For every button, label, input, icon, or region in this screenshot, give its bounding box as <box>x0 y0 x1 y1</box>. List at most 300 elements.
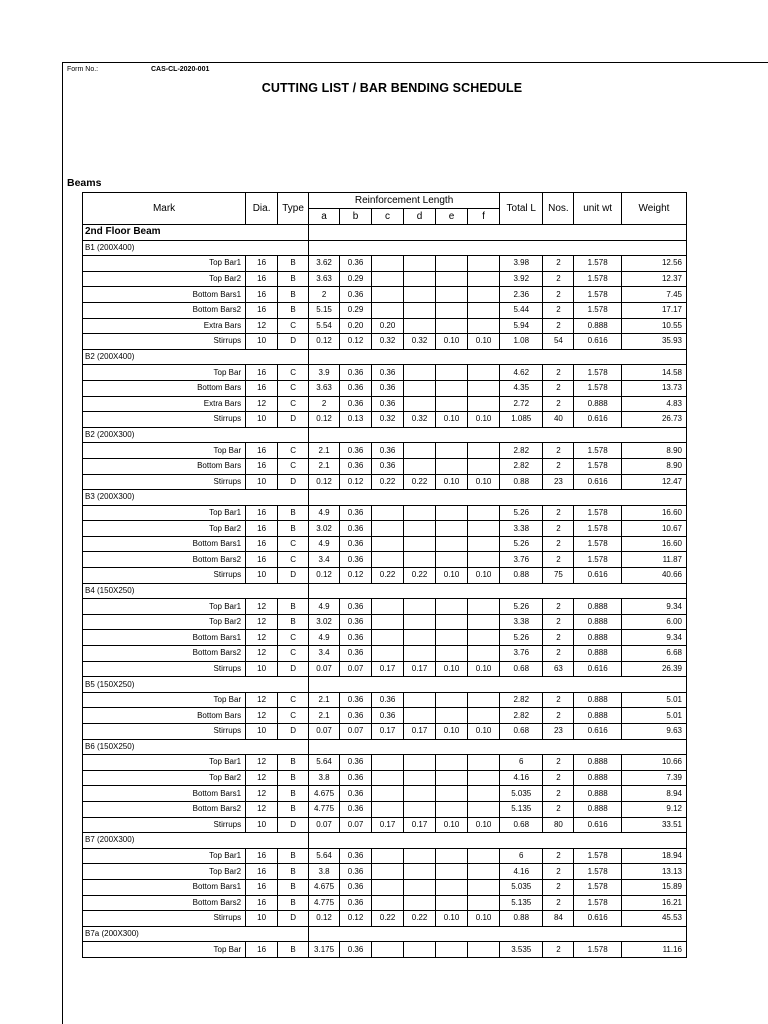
len-b: 0.36 <box>340 630 372 646</box>
floor-heading: 2nd Floor Beam <box>83 225 309 241</box>
table-row <box>83 817 687 833</box>
bar-count: 2 <box>543 630 574 646</box>
table-row <box>83 552 687 568</box>
unit-weight: 0.616 <box>574 724 621 740</box>
len-a: 3.63 <box>309 380 340 396</box>
bar-bending-table <box>82 192 687 958</box>
bar-weight: 12.56 <box>621 256 686 272</box>
table-row <box>83 614 687 630</box>
len-b: 0.36 <box>340 770 372 786</box>
table-row <box>83 942 687 958</box>
table-row <box>83 848 687 864</box>
bar-mark: Stirrups <box>83 412 246 428</box>
unit-weight: 0.616 <box>574 412 621 428</box>
bar-type: B <box>278 614 309 630</box>
bar-type: B <box>278 256 309 272</box>
len-f <box>468 630 500 646</box>
len-b: 0.36 <box>340 848 372 864</box>
len-e: 0.10 <box>436 817 468 833</box>
bar-mark: Stirrups <box>83 724 246 740</box>
len-b: 0.36 <box>340 552 372 568</box>
bar-dia: 12 <box>246 646 278 662</box>
unit-weight: 1.578 <box>574 287 621 303</box>
header-dia: Dia. <box>246 193 278 225</box>
len-b: 0.36 <box>340 287 372 303</box>
len-f: 0.10 <box>468 568 500 584</box>
unit-weight: 0.888 <box>574 708 621 724</box>
len-f <box>468 864 500 880</box>
len-c <box>372 895 404 911</box>
bar-mark: Top Bar <box>83 443 246 459</box>
len-b: 0.12 <box>340 911 372 927</box>
bar-mark: Top Bar2 <box>83 521 246 537</box>
group-header-row <box>83 427 687 443</box>
table-row <box>83 318 687 334</box>
len-a: 4.9 <box>309 599 340 615</box>
header-c: c <box>372 209 404 225</box>
bar-mark: Top Bar1 <box>83 848 246 864</box>
unit-weight: 1.578 <box>574 505 621 521</box>
len-a: 4.675 <box>309 786 340 802</box>
len-b: 0.36 <box>340 599 372 615</box>
bar-weight: 10.67 <box>621 521 686 537</box>
bar-weight: 5.01 <box>621 708 686 724</box>
table-row <box>83 708 687 724</box>
total-length: 5.26 <box>500 505 543 521</box>
len-f <box>468 801 500 817</box>
len-c: 0.20 <box>372 318 404 334</box>
len-a: 0.07 <box>309 724 340 740</box>
len-a: 4.9 <box>309 505 340 521</box>
bar-count: 2 <box>543 536 574 552</box>
bar-weight: 15.89 <box>621 879 686 895</box>
unit-weight: 0.888 <box>574 599 621 615</box>
group-header-row <box>83 739 687 755</box>
len-b: 0.36 <box>340 396 372 412</box>
len-b: 0.36 <box>340 879 372 895</box>
unit-weight: 0.616 <box>574 334 621 350</box>
len-a: 2 <box>309 396 340 412</box>
len-e <box>436 630 468 646</box>
bar-mark: Top Bar2 <box>83 271 246 287</box>
bar-dia: 10 <box>246 724 278 740</box>
len-a: 3.8 <box>309 770 340 786</box>
bar-dia: 16 <box>246 552 278 568</box>
total-length: 3.76 <box>500 552 543 568</box>
table-row <box>83 443 687 459</box>
bar-weight: 11.16 <box>621 942 686 958</box>
len-a: 3.4 <box>309 646 340 662</box>
total-length: 0.68 <box>500 661 543 677</box>
bar-dia: 16 <box>246 458 278 474</box>
bar-dia: 12 <box>246 396 278 412</box>
len-e <box>436 271 468 287</box>
len-e <box>436 505 468 521</box>
len-c <box>372 755 404 771</box>
bar-weight: 8.90 <box>621 443 686 459</box>
len-a: 3.4 <box>309 552 340 568</box>
len-f <box>468 614 500 630</box>
unit-weight: 0.888 <box>574 801 621 817</box>
len-b: 0.36 <box>340 801 372 817</box>
unit-weight: 0.888 <box>574 318 621 334</box>
len-f <box>468 458 500 474</box>
bar-mark: Bottom Bars1 <box>83 786 246 802</box>
bar-type: C <box>278 630 309 646</box>
len-b: 0.13 <box>340 412 372 428</box>
unit-weight: 1.578 <box>574 271 621 287</box>
len-e <box>436 380 468 396</box>
len-f <box>468 646 500 662</box>
len-f <box>468 380 500 396</box>
bar-dia: 16 <box>246 848 278 864</box>
len-e <box>436 646 468 662</box>
len-a: 2.1 <box>309 458 340 474</box>
table-row <box>83 692 687 708</box>
len-a: 0.12 <box>309 568 340 584</box>
len-e: 0.10 <box>436 724 468 740</box>
section-heading: Beams <box>67 177 102 189</box>
table-row <box>83 661 687 677</box>
header-unit-weight: unit wt <box>574 193 621 225</box>
len-d <box>404 895 436 911</box>
bar-mark: Top Bar1 <box>83 505 246 521</box>
header-d: d <box>404 209 436 225</box>
bar-type: D <box>278 817 309 833</box>
group-name: B3 (200X300) <box>83 490 309 506</box>
bar-dia: 12 <box>246 599 278 615</box>
bar-weight: 8.94 <box>621 786 686 802</box>
bar-mark: Bottom Bars1 <box>83 536 246 552</box>
len-d <box>404 318 436 334</box>
len-e <box>436 942 468 958</box>
bar-dia: 10 <box>246 568 278 584</box>
group-name: B1 (200X400) <box>83 240 309 256</box>
unit-weight: 0.888 <box>574 614 621 630</box>
bar-type: C <box>278 708 309 724</box>
bar-type: B <box>278 271 309 287</box>
table-row <box>83 505 687 521</box>
bar-mark: Top Bar <box>83 942 246 958</box>
bar-type: C <box>278 692 309 708</box>
len-b: 0.12 <box>340 334 372 350</box>
len-c: 0.32 <box>372 412 404 428</box>
len-d <box>404 770 436 786</box>
len-e <box>436 365 468 381</box>
bar-dia: 12 <box>246 630 278 646</box>
bar-dia: 16 <box>246 895 278 911</box>
group-header-row <box>83 490 687 506</box>
bar-mark: Stirrups <box>83 474 246 490</box>
len-e <box>436 864 468 880</box>
len-c <box>372 287 404 303</box>
bar-dia: 10 <box>246 474 278 490</box>
bar-weight: 35.93 <box>621 334 686 350</box>
unit-weight: 0.888 <box>574 630 621 646</box>
len-b: 0.20 <box>340 318 372 334</box>
bar-count: 80 <box>543 817 574 833</box>
bar-count: 2 <box>543 521 574 537</box>
bar-type: C <box>278 646 309 662</box>
bar-mark: Top Bar2 <box>83 770 246 786</box>
len-c: 0.22 <box>372 911 404 927</box>
len-c: 0.36 <box>372 365 404 381</box>
total-length: 5.26 <box>500 599 543 615</box>
bar-weight: 12.47 <box>621 474 686 490</box>
len-b: 0.07 <box>340 724 372 740</box>
len-c <box>372 536 404 552</box>
len-e: 0.10 <box>436 661 468 677</box>
bar-count: 54 <box>543 334 574 350</box>
bar-weight: 7.39 <box>621 770 686 786</box>
schedule-body <box>83 225 687 958</box>
len-f <box>468 770 500 786</box>
len-a: 5.54 <box>309 318 340 334</box>
len-d <box>404 365 436 381</box>
unit-weight: 1.578 <box>574 879 621 895</box>
bar-type: B <box>278 786 309 802</box>
bar-mark: Top Bar1 <box>83 256 246 272</box>
group-header-row <box>83 240 687 256</box>
bar-type: B <box>278 521 309 537</box>
bar-count: 2 <box>543 271 574 287</box>
bar-count: 2 <box>543 552 574 568</box>
len-f <box>468 786 500 802</box>
len-f <box>468 256 500 272</box>
len-b: 0.12 <box>340 568 372 584</box>
len-c: 0.36 <box>372 380 404 396</box>
bar-mark: Stirrups <box>83 661 246 677</box>
bar-mark: Bottom Bars2 <box>83 646 246 662</box>
len-d <box>404 552 436 568</box>
len-b: 0.36 <box>340 786 372 802</box>
len-b: 0.36 <box>340 256 372 272</box>
len-f: 0.10 <box>468 661 500 677</box>
len-e: 0.10 <box>436 474 468 490</box>
bar-weight: 45.53 <box>621 911 686 927</box>
bar-type: B <box>278 879 309 895</box>
bar-count: 2 <box>543 646 574 662</box>
len-d <box>404 380 436 396</box>
bar-type: D <box>278 474 309 490</box>
bar-count: 2 <box>543 443 574 459</box>
header-f: f <box>468 209 500 225</box>
table-row <box>83 536 687 552</box>
len-f: 0.10 <box>468 911 500 927</box>
bar-dia: 16 <box>246 864 278 880</box>
bar-dia: 16 <box>246 256 278 272</box>
len-d <box>404 801 436 817</box>
bar-type: B <box>278 755 309 771</box>
bar-mark: Top Bar1 <box>83 755 246 771</box>
bar-type: C <box>278 380 309 396</box>
len-d <box>404 271 436 287</box>
total-length: 2.72 <box>500 396 543 412</box>
bar-dia: 12 <box>246 692 278 708</box>
bar-type: C <box>278 552 309 568</box>
len-f <box>468 365 500 381</box>
header-nos: Nos. <box>543 193 574 225</box>
total-length: 3.98 <box>500 256 543 272</box>
bar-mark: Stirrups <box>83 911 246 927</box>
len-b: 0.36 <box>340 755 372 771</box>
bar-dia: 12 <box>246 318 278 334</box>
len-c <box>372 848 404 864</box>
bar-dia: 10 <box>246 412 278 428</box>
len-e <box>436 614 468 630</box>
total-length: 0.88 <box>500 911 543 927</box>
len-e <box>436 521 468 537</box>
len-a: 4.775 <box>309 801 340 817</box>
total-length: 6 <box>500 848 543 864</box>
len-f <box>468 552 500 568</box>
bar-weight: 26.73 <box>621 412 686 428</box>
len-d <box>404 256 436 272</box>
len-c <box>372 801 404 817</box>
len-e <box>436 536 468 552</box>
len-b: 0.29 <box>340 302 372 318</box>
len-f <box>468 505 500 521</box>
bar-count: 84 <box>543 911 574 927</box>
header-a: a <box>309 209 340 225</box>
table-row <box>83 271 687 287</box>
group-name: B7 (200X300) <box>83 833 309 849</box>
bar-dia: 16 <box>246 536 278 552</box>
unit-weight: 0.888 <box>574 786 621 802</box>
bar-mark: Top Bar2 <box>83 614 246 630</box>
header-b: b <box>340 209 372 225</box>
bar-weight: 9.34 <box>621 599 686 615</box>
total-length: 5.94 <box>500 318 543 334</box>
len-e <box>436 692 468 708</box>
len-a: 3.175 <box>309 942 340 958</box>
bar-type: B <box>278 302 309 318</box>
bar-weight: 10.55 <box>621 318 686 334</box>
len-e <box>436 895 468 911</box>
len-b: 0.07 <box>340 817 372 833</box>
table-row <box>83 256 687 272</box>
total-length: 4.16 <box>500 864 543 880</box>
len-d <box>404 287 436 303</box>
bar-count: 2 <box>543 770 574 786</box>
total-length: 4.35 <box>500 380 543 396</box>
unit-weight: 0.616 <box>574 568 621 584</box>
len-c <box>372 879 404 895</box>
bar-count: 2 <box>543 708 574 724</box>
header-total-length: Total L <box>500 193 543 225</box>
len-f <box>468 942 500 958</box>
len-a: 2 <box>309 287 340 303</box>
len-d <box>404 786 436 802</box>
len-d: 0.32 <box>404 334 436 350</box>
bar-dia: 16 <box>246 287 278 303</box>
group-header-row <box>83 833 687 849</box>
bar-weight: 16.21 <box>621 895 686 911</box>
bar-weight: 4.83 <box>621 396 686 412</box>
total-length: 4.62 <box>500 365 543 381</box>
unit-weight: 0.888 <box>574 646 621 662</box>
group-name: B4 (150X250) <box>83 583 309 599</box>
bar-type: D <box>278 412 309 428</box>
len-f <box>468 271 500 287</box>
bar-dia: 12 <box>246 755 278 771</box>
header-e: e <box>436 209 468 225</box>
len-c <box>372 505 404 521</box>
len-f <box>468 536 500 552</box>
len-d <box>404 458 436 474</box>
table-row <box>83 365 687 381</box>
bar-count: 2 <box>543 786 574 802</box>
len-d: 0.22 <box>404 474 436 490</box>
bar-count: 2 <box>543 755 574 771</box>
len-d <box>404 443 436 459</box>
len-d <box>404 521 436 537</box>
unit-weight: 1.578 <box>574 380 621 396</box>
len-a: 4.9 <box>309 536 340 552</box>
len-e <box>436 755 468 771</box>
len-a: 4.9 <box>309 630 340 646</box>
table-row <box>83 724 687 740</box>
bar-count: 23 <box>543 474 574 490</box>
len-b: 0.29 <box>340 271 372 287</box>
bar-dia: 16 <box>246 505 278 521</box>
len-c <box>372 552 404 568</box>
len-c: 0.17 <box>372 724 404 740</box>
len-e <box>436 848 468 864</box>
len-e <box>436 879 468 895</box>
len-c: 0.22 <box>372 568 404 584</box>
bar-mark: Stirrups <box>83 334 246 350</box>
len-e: 0.10 <box>436 911 468 927</box>
bar-weight: 12.37 <box>621 271 686 287</box>
len-a: 0.12 <box>309 412 340 428</box>
table-row <box>83 879 687 895</box>
unit-weight: 0.616 <box>574 817 621 833</box>
bar-type: B <box>278 942 309 958</box>
bar-weight: 13.13 <box>621 864 686 880</box>
unit-weight: 1.578 <box>574 942 621 958</box>
bar-count: 2 <box>543 365 574 381</box>
total-length: 1.085 <box>500 412 543 428</box>
table-row <box>83 521 687 537</box>
group-name: B2 (200X400) <box>83 349 309 365</box>
len-a: 0.12 <box>309 474 340 490</box>
unit-weight: 1.578 <box>574 848 621 864</box>
bar-type: B <box>278 287 309 303</box>
unit-weight: 1.578 <box>574 302 621 318</box>
len-a: 3.9 <box>309 365 340 381</box>
len-b: 0.36 <box>340 614 372 630</box>
bar-dia: 12 <box>246 770 278 786</box>
group-name: B7a (200X300) <box>83 926 309 942</box>
bar-type: C <box>278 396 309 412</box>
len-a: 2.1 <box>309 443 340 459</box>
len-d <box>404 646 436 662</box>
bar-mark: Top Bar1 <box>83 599 246 615</box>
len-e <box>436 552 468 568</box>
table-row <box>83 568 687 584</box>
total-length: 4.16 <box>500 770 543 786</box>
len-e <box>436 708 468 724</box>
len-d <box>404 879 436 895</box>
total-length: 3.535 <box>500 942 543 958</box>
len-f: 0.10 <box>468 724 500 740</box>
form-number-label: Form No.: <box>67 66 99 73</box>
len-b: 0.36 <box>340 895 372 911</box>
group-name: B6 (150X250) <box>83 739 309 755</box>
len-b: 0.07 <box>340 661 372 677</box>
unit-weight: 1.578 <box>574 458 621 474</box>
